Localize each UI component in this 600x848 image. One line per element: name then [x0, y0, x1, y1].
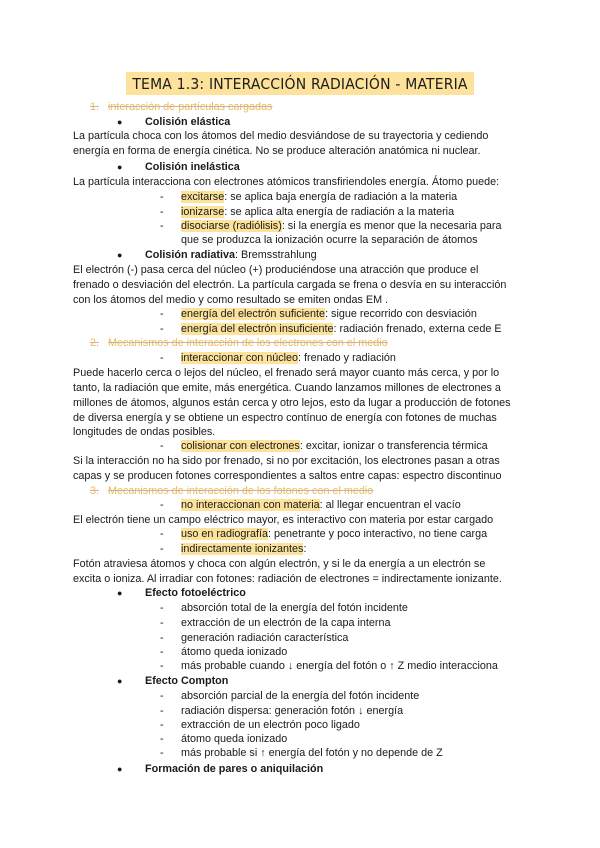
dash-icon: - [160, 220, 164, 232]
document-page: TEMA 1.3: INTERACCIÓN RADIACIÓN - MATERIA 1. interacción de partículas cargadas ● Colisión elástica La partícula choca con los átomos del medio desviándose de su trayectoria y cediendo energía en forma de energía cinética. No se produce alteración anatómica ni nuclear. ● Colisión inelástica La partícula interacciona con electrones atómicos transfiriendoles energía. Átomo puede: - excitarse: se aplica baja energía de radiación a la materia - ionizarse: se aplica alta energía de radiación a la materia - disociarse (radiólisis): si la energía es menor que la necesaria para que se produzca la ionización ocurre la separación de átomos ● Colisión radiativa: Bremsstrahlung El electrón (-) pasa cerca del núcleo (+) produciéndose una atracción que produce el frenado o desviación del electrón. La partícula cargada se frena o desvía en su interacción con los átomos del medio y como resultado se emiten ondas EM . - energía del electrón suficiente: sigue recorrido con desviación - energía del electrón insuficiente: radiación frenado, externa cede E 2. Mecanismos de interacción de los electrones con el medio - interaccionar con núcleo: frenado y radiación Puede hacerlo cerca o lejos del núcleo, el frenado será mayor cuanto más cerca, y por lo tanto, la radiación que emite, más energética. Cuando lanzamos millones de electrones a millones de átomos, algunos están cerca y otro lejos, esto da lugar a producción de fotones de diversa energía y se obtiene un espectro contínuo de energía con fotones de muchas longitudes de ondas posibles. - colisionar con electrones: excitar, ionizar o transferencia térmica Si la interacción no ha sido por frenado, si no por excitación, los electrones pasan a otras capas y se producen fotones correspondientes a saltos entre capas: espectro discontinuo 3. Mecanismos de interacción de los fotones con el medio - no interaccionan con materia: al llegar encuentran el vacío El electrón tiene un campo eléctrico mayor, es interactivo con materia por estar cargado - uso en radiografía: penetrante y poco interactivo, no tiene carga - indirectamente ionizantes: Fotón atraviesa átomos y choca con algún electrón, y si le da energía a un electrón se excita o ioniza. Al irradiar con fotones: radiación de electrones = indirectamente ionizante. ● Efecto fotoeléctrico - absorción total de la energía del fotón incidente - extracción de un electrón de la capa interna - generación radiación característica - átomo queda ionizado - más probable cuando ↓ energía del fotón o ↑ Z medio interacciona ● Efecto Compton - absorción parcial de la energía del fotón incidente - radiación dispersa: generación fotón ↓ energía - extracción de un electrón poco ligado - átomo queda ionizado - más probable si ↑ energía del fotón y no depende de Z ● Formación de pares o aniquilación [0, 0, 600, 848]
dash-icon: - [160, 440, 164, 452]
bullet-icon: ● [117, 764, 123, 774]
bullet-icon: ● [117, 676, 123, 686]
dash-icon: - [160, 646, 164, 658]
dash-icon: - [160, 617, 164, 629]
dash-icon: - [160, 191, 164, 203]
dash-icon: - [160, 632, 164, 644]
dash-icon: - [160, 308, 164, 320]
dash-icon: - [160, 690, 164, 702]
dash-icon: - [160, 528, 164, 540]
dash-icon: - [160, 705, 164, 717]
dash-icon: - [160, 206, 164, 218]
dash-icon: - [160, 323, 164, 335]
bullet-icon: ● [117, 250, 123, 260]
dash-icon: - [160, 660, 164, 672]
dash-icon: - [160, 719, 164, 731]
dash-icon: - [160, 352, 164, 364]
dash-icon: - [160, 747, 164, 759]
bullet-icon: ● [117, 117, 123, 127]
dash-icon: - [160, 733, 164, 745]
page-title: TEMA 1.3: INTERACCIÓN RADIACIÓN - MATERIA [126, 72, 473, 95]
bullet-icon: ● [117, 588, 123, 598]
bullet-icon: ● [117, 162, 123, 172]
dash-icon: - [160, 602, 164, 614]
dash-icon: - [160, 499, 164, 511]
dash-icon: - [160, 543, 164, 555]
